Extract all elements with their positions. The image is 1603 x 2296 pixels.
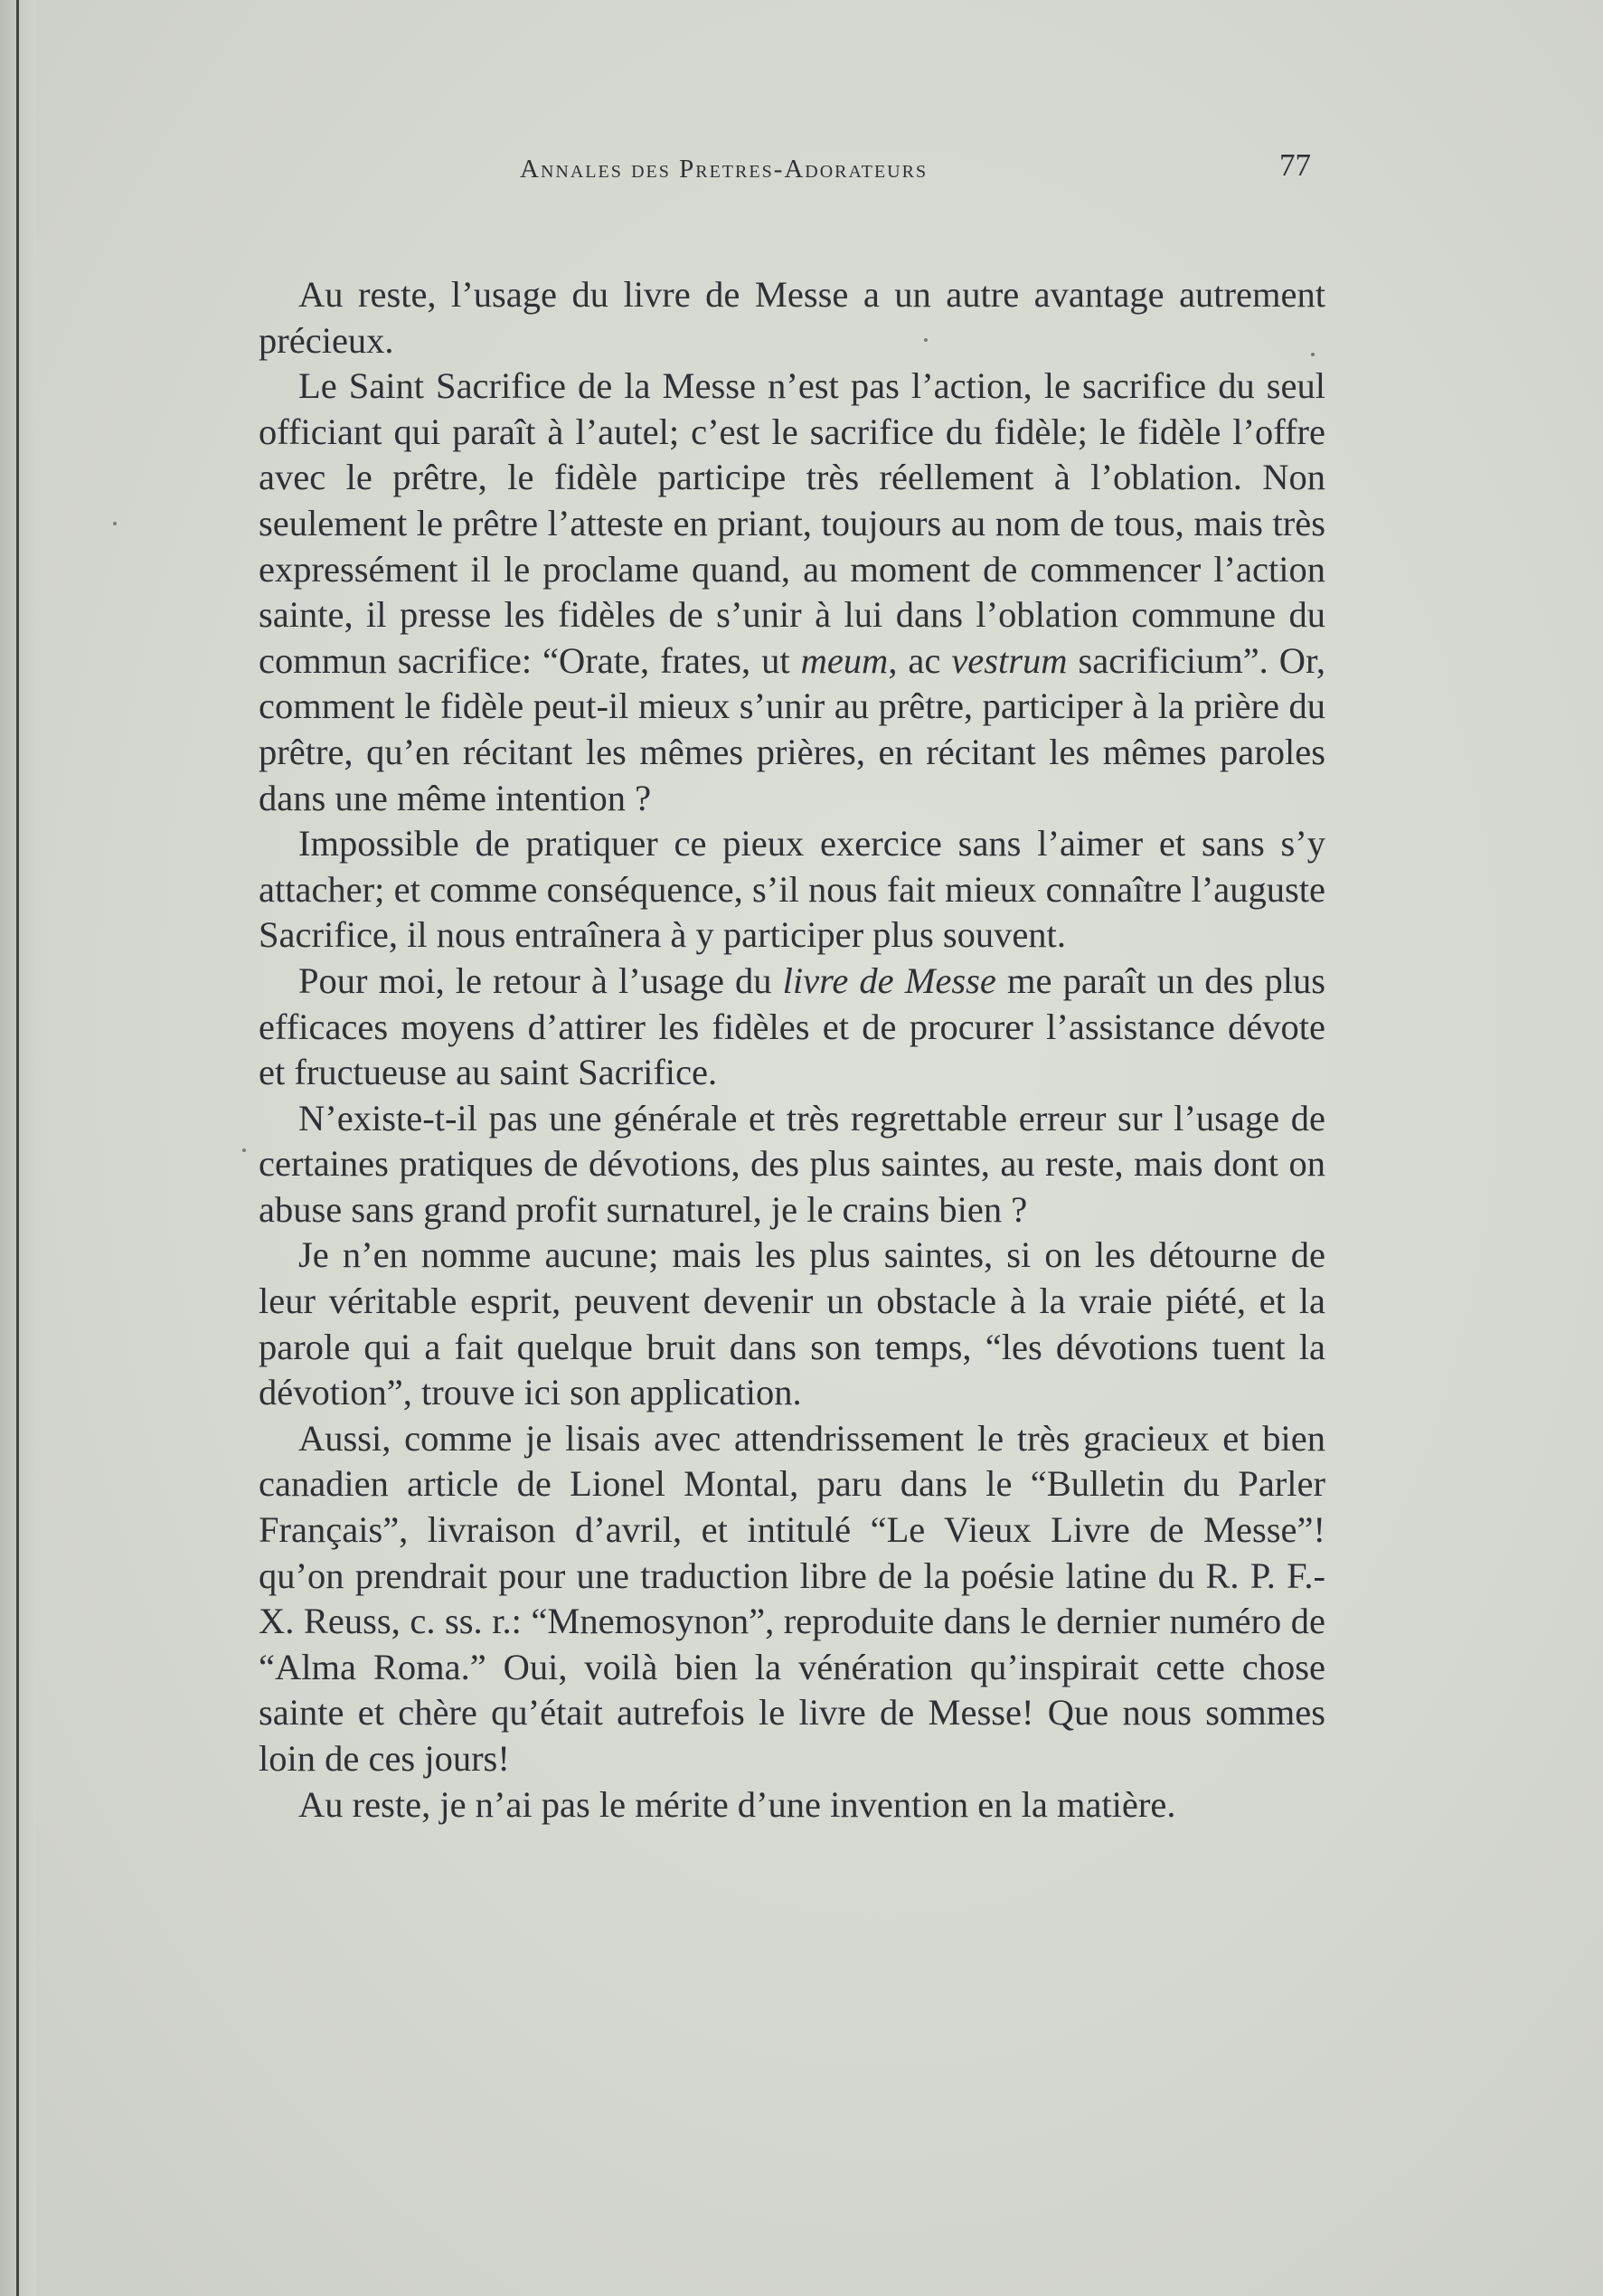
text-run: Au reste, l’usage du livre de Messe a un autre avantage autrement précieux. — [259, 274, 1325, 361]
text-run: Le Saint Sacrifice de la Messe n’est pas l’action, le sacrifice du seul officiant qui paraît à l’autel; c’est le sacrifice du fidèle; le fidèle l’offre avec le prêtre, le fidèle participe très réellement à l’oblation. Non seulement le prêtre l’atteste en priant, toujours au nom de tous, mais très expressément il le proclame quand, au moment de commencer l’action sainte, il presse les fidèles de s’unir à lui dans l’oblation commune du commun sacrifice: “Orate, frates, ut — [259, 365, 1325, 681]
paragraph — [259, 1416, 1325, 1782]
paragraph — [259, 1096, 1325, 1233]
paragraph — [259, 272, 1325, 364]
binding-gutter-line — [16, 0, 19, 2296]
text-run: , ac — [888, 639, 952, 681]
page-number: 77 — [1279, 147, 1311, 183]
text-run: sacrificium”. Or, comment le fidèle peut-il mieux s’unir au prêtre, participer à la prière du prêtre, qu’en récitant les mêmes prières, en récitant les mêmes paroles dans une même intention ? — [259, 639, 1326, 818]
paper-speck — [1311, 353, 1315, 356]
text-run: Au reste, je n’ai pas le mérite d’une invention en la matière. — [298, 1783, 1176, 1825]
italic-text: vestrum — [951, 639, 1068, 681]
text-run: N’existe-t-il pas une générale et très regrettable erreur sur l’usage de certaines pratiques de dévotions, des plus saintes, au reste, mais dont on abuse sans grand profit surnaturel, je le crains bien ? — [259, 1097, 1325, 1230]
text-run: Je n’en nomme aucune; mais les plus saintes, si on les détourne de leur véritable esprit, peuvent devenir un obstacle à la vraie piété, et la parole qui a fait quelque bruit dans son temps, “les dévotions tuent la dévotion”, trouve ici son application. — [259, 1234, 1325, 1413]
paragraph — [259, 364, 1325, 821]
paper-speck — [113, 522, 117, 525]
paper-speck — [242, 1148, 246, 1152]
paragraph — [259, 1782, 1325, 1828]
text-run: Aussi, comme je lisais avec attendrissement le très gracieux et bien canadien article de Lionel Montal, paru dans le “Bulletin du Parler Français”, livraison d’avril, et intitulé “Le Vieux Livre de Messe”! qu’on prendrait pour une traduction libre de la poésie latine du R. P. F.-X. Reuss, c. ss. r.: “Mnemosynon”, reproduite dans le dernier numéro de “Alma Roma.” Oui, voilà bien la vénération qu’inspirait cette chose sainte et chère qu’était autrefois le livre de Messe! Que nous sommes loin de ces jours! — [259, 1417, 1325, 1779]
paragraph — [259, 959, 1325, 1096]
running-head — [258, 147, 1311, 193]
paper-speck — [924, 338, 928, 342]
italic-text: livre de Messe — [782, 959, 996, 1001]
italic-text: meum — [800, 639, 889, 681]
paragraph — [259, 821, 1325, 959]
text-run: Pour moi, le retour à l’usage du — [298, 959, 783, 1001]
paragraph — [259, 1233, 1325, 1415]
body-text — [259, 272, 1325, 1828]
running-title: Annales des Pretres-Adorateurs — [520, 155, 929, 184]
text-run: Impossible de pratiquer ce pieux exercice sans l’aimer et sans s’y attacher; et comme conséquence, s’il nous fait mieux connaître l’auguste Sacrifice, il nous entraînera à y participer plus souvent. — [259, 823, 1325, 956]
text-run: me paraît un des plus efficaces moyens d’attirer les fidèles et de procurer l’assistance dévote et fructueuse au saint Sacrifice. — [259, 959, 1326, 1093]
